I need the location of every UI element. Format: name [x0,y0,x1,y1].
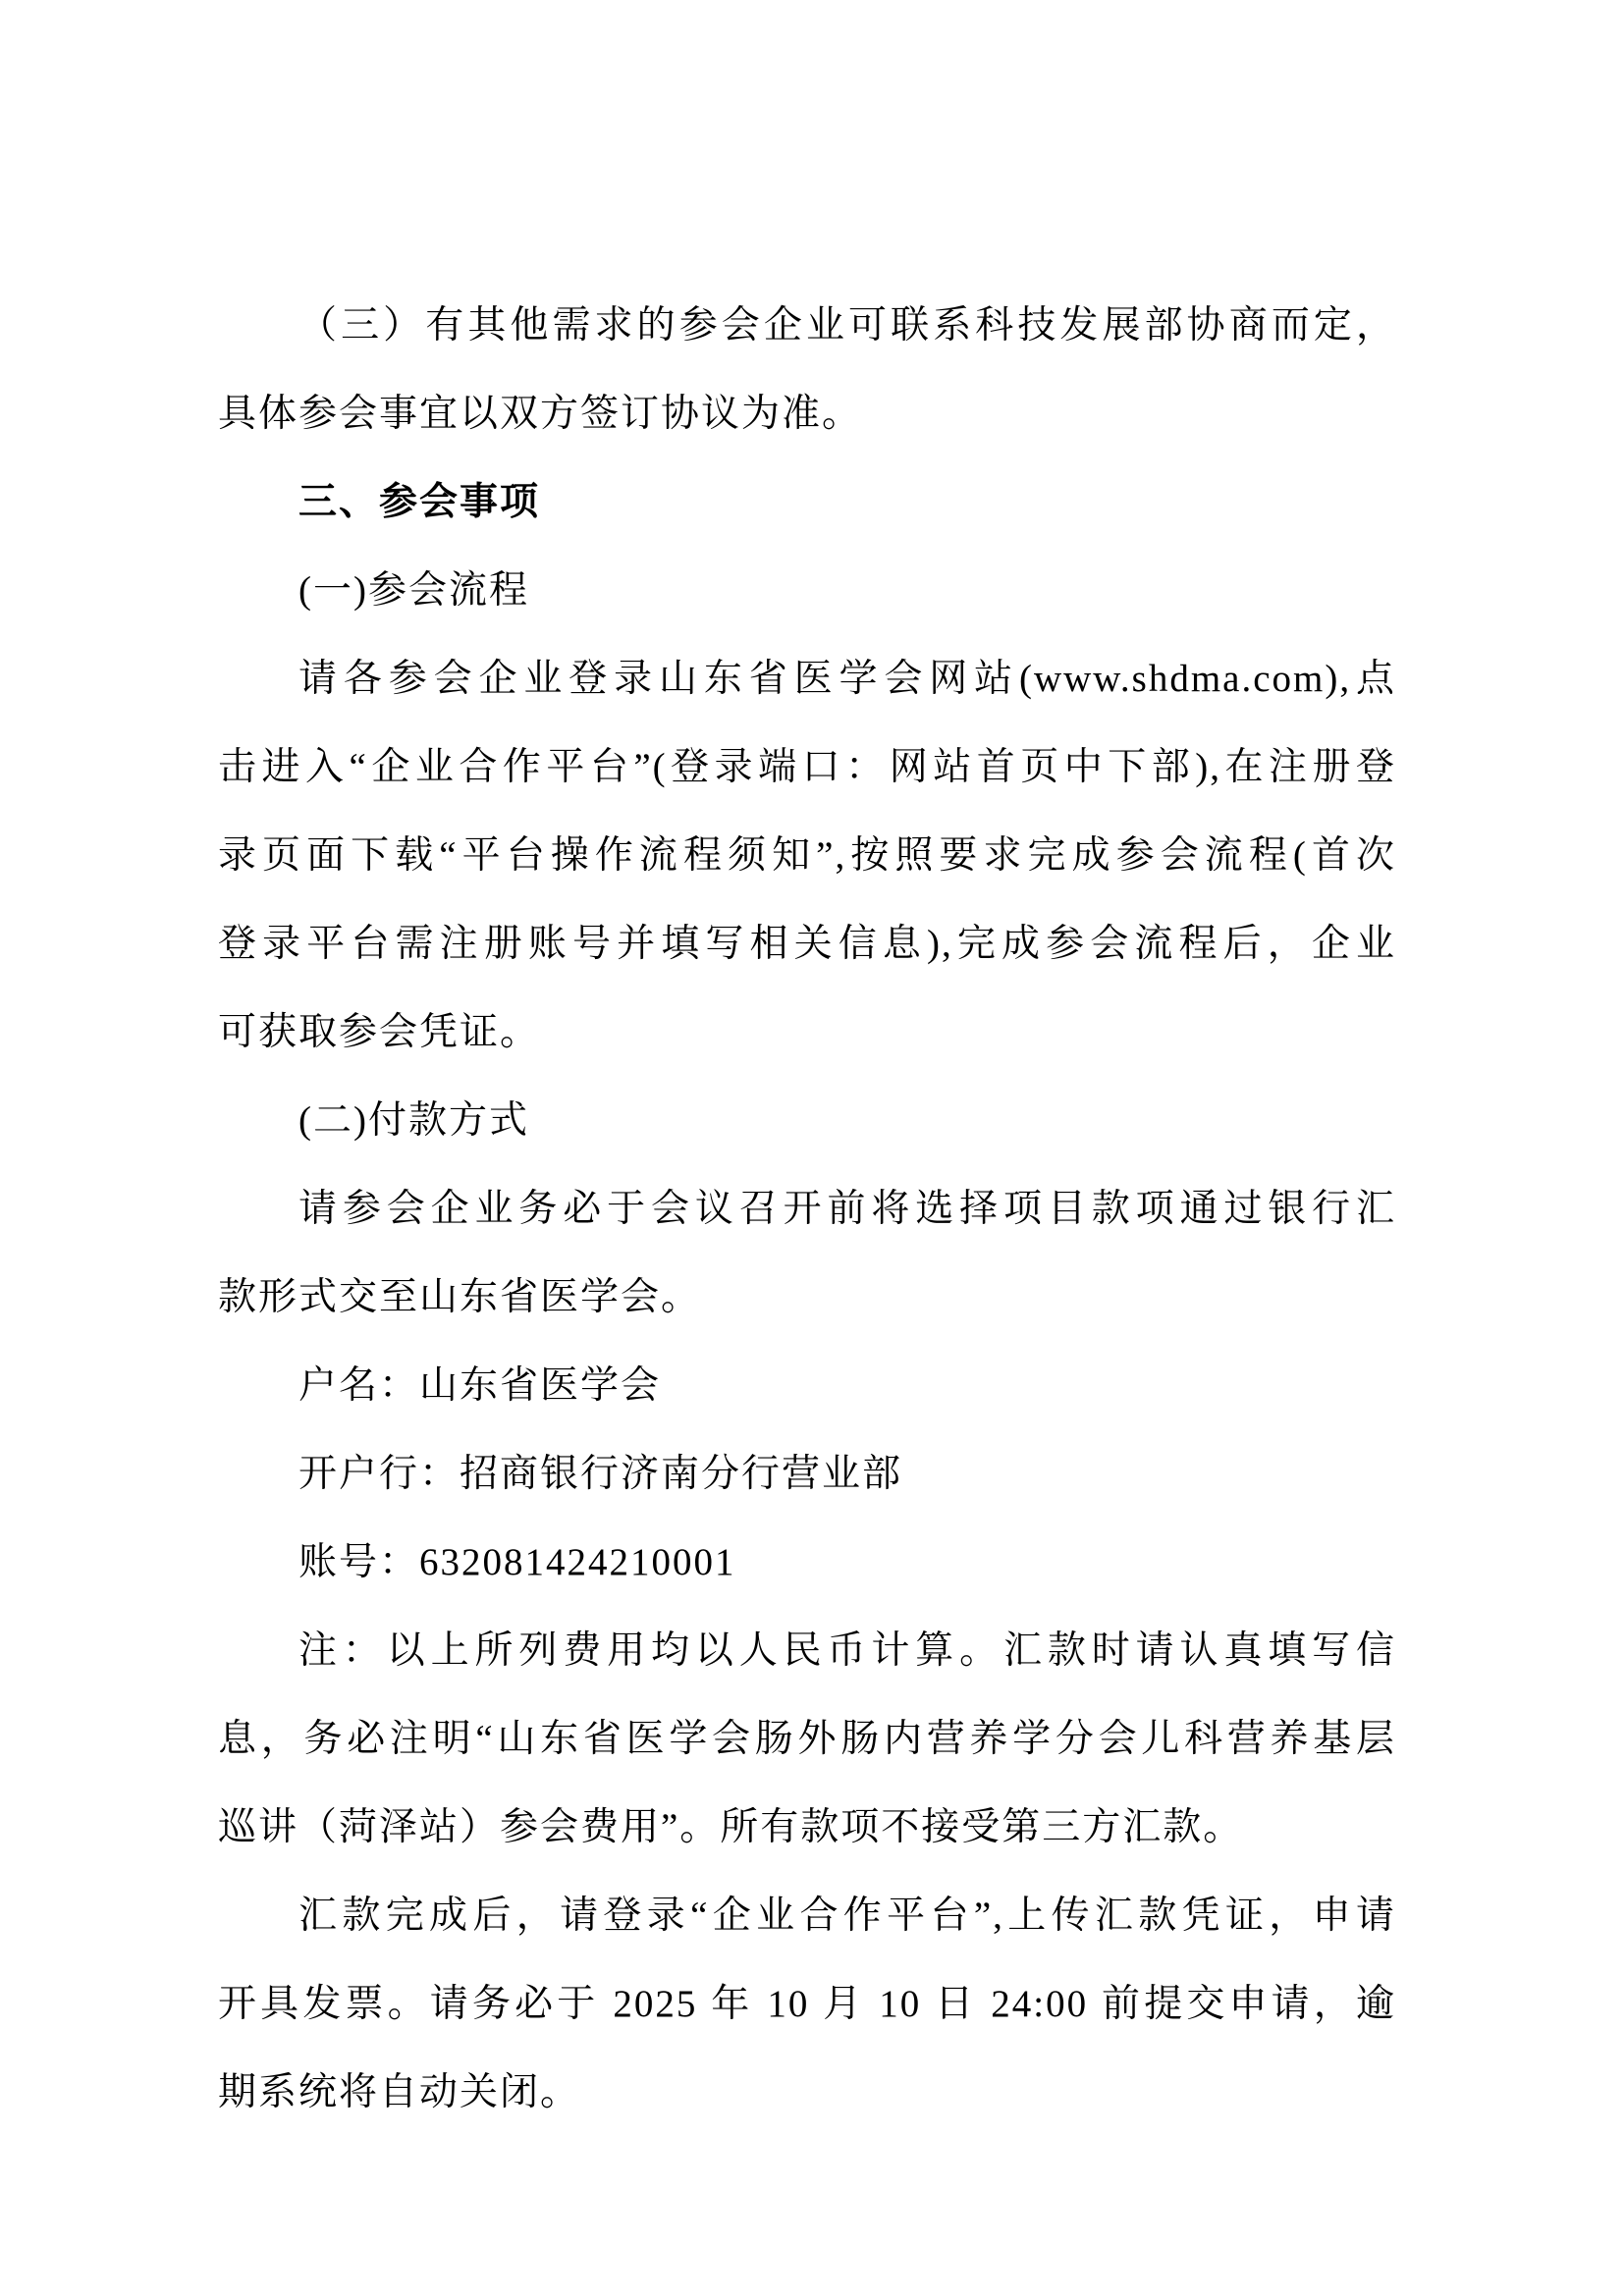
account-number-line: 账号：632081424210001 [298,1541,736,1583]
para-payment-line2: 款形式交至山东省医学会。 [218,1276,702,1318]
para-note-line1: 注：以上所列费用均以人民币计算。汇款时请认真填写信 [298,1629,1396,1672]
account-name-line: 户名：山东省医学会 [298,1364,662,1407]
para-invoice-line3: 期系统将自动关闭。 [218,2071,581,2113]
para-process-line2: 击进入“企业合作平台”(登录端口：网站首页中下部),在注册登 [218,746,1396,788]
para-process-line3: 录页面下载“平台操作流程须知”,按照要求完成参会流程(首次 [218,834,1396,877]
bank-branch-line: 开户行：招商银行济南分行营业部 [298,1453,903,1495]
para-note-line3: 巡讲（菏泽站）参会费用”。所有款项不接受第三方汇款。 [218,1806,1244,1848]
para-payment-line1: 请参会企业务必于会议召开前将选择项目款项通过银行汇 [298,1188,1396,1230]
para-process-line5: 可获取参会凭证。 [218,1011,541,1053]
para-note-line2: 息，务必注明“山东省医学会肠外肠内营养学分会儿科营养基层 [218,1718,1396,1760]
para-process-line4: 登录平台需注册账号并填写相关信息),完成参会流程后，企业 [218,923,1396,965]
subheading-payment-method: (二)付款方式 [298,1099,529,1142]
para-other-needs-line1: （三）有其他需求的参会企业可联系科技发展部协商而定， [298,304,1396,347]
heading-participation-matters: 三、参会事项 [298,481,541,523]
para-invoice-line2: 开具发票。请务必于 2025 年 10 月 10 日 24:00 前提交申请，逾 [218,1983,1396,2025]
document-body [218,282,1396,2137]
subheading-participation-process: (一)参会流程 [298,569,529,612]
para-process-line1: 请各参会企业登录山东省医学会网站(www.shdma.com),点 [298,658,1396,700]
para-invoice-line1: 汇款完成后，请登录“企业合作平台”,上传汇款凭证，申请 [298,1895,1396,1937]
para-other-needs-line2: 具体参会事宜以双方签订协议为准。 [218,393,863,435]
